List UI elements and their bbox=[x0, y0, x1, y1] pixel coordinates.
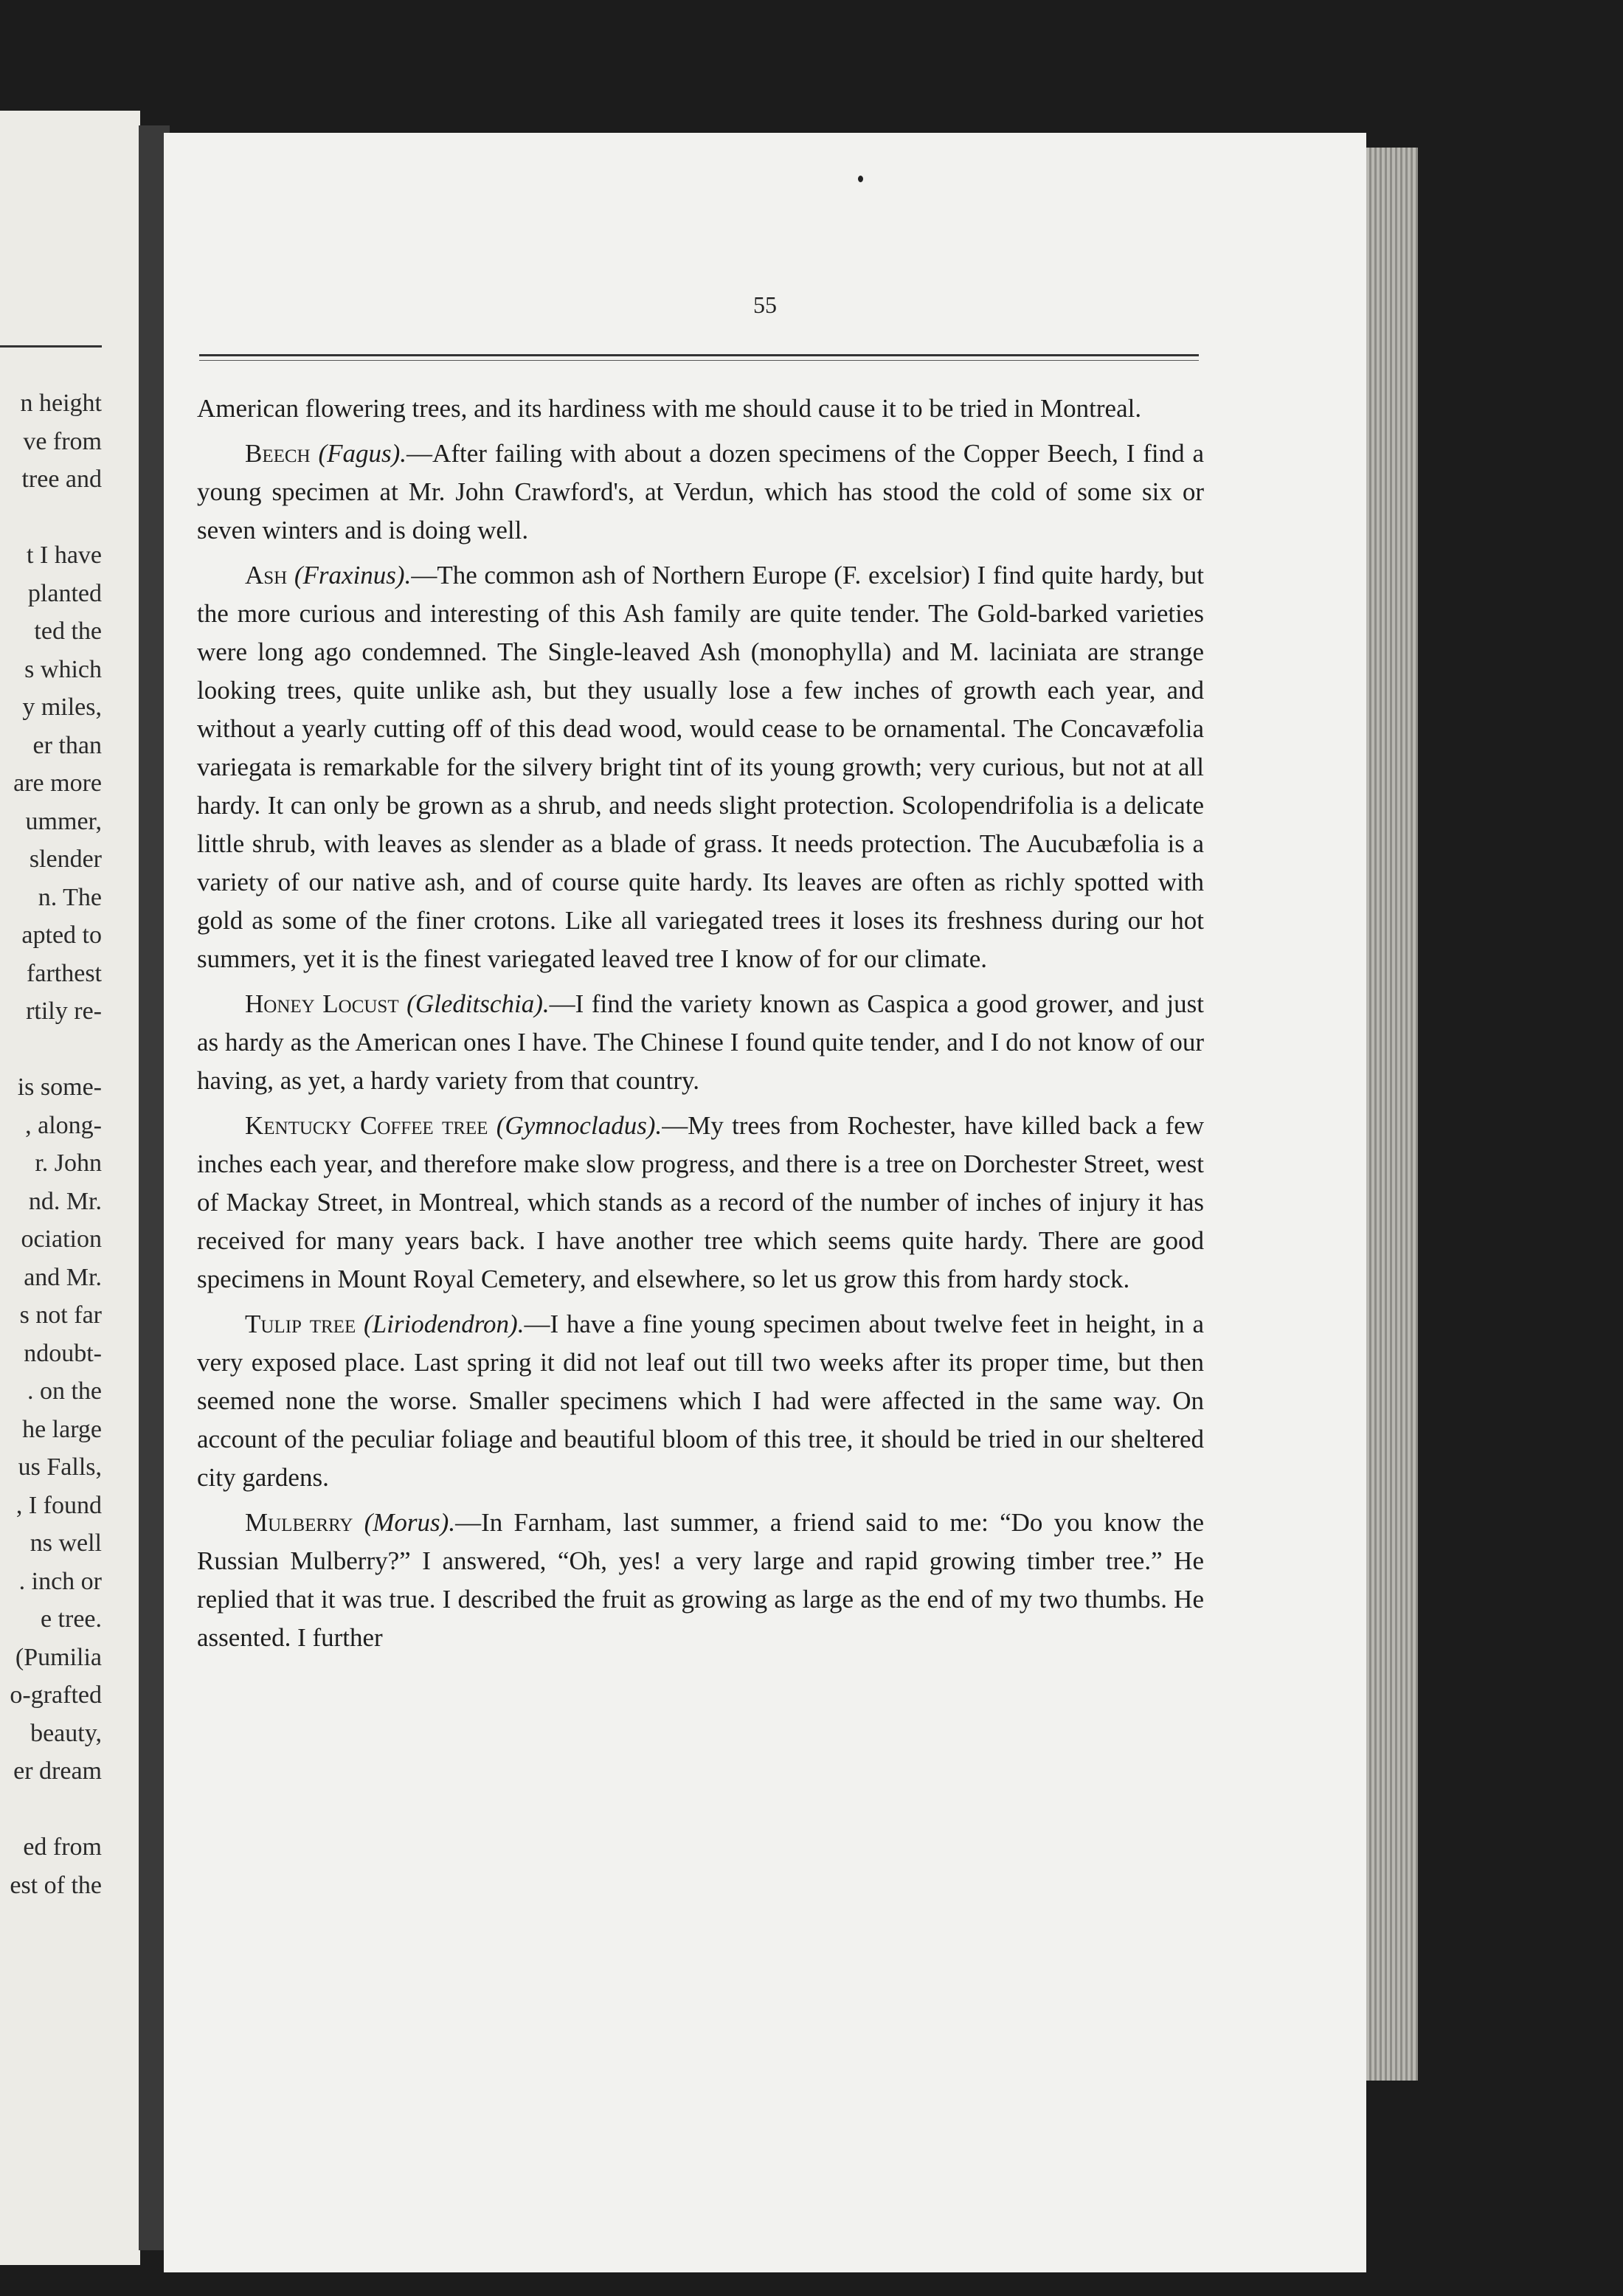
entry-heading: Beech bbox=[245, 439, 311, 468]
facing-page-line: er than bbox=[32, 731, 102, 759]
facing-page-line: apted to bbox=[21, 921, 102, 949]
entry-heading: Tulip tree bbox=[245, 1310, 356, 1338]
entry-latin: (Gymnocladus). bbox=[496, 1111, 662, 1140]
facing-page-line: ndoubt- bbox=[24, 1339, 102, 1367]
ink-speck bbox=[858, 176, 863, 182]
facing-page-line: (Pumilia bbox=[15, 1643, 102, 1671]
page-edges bbox=[1366, 148, 1418, 2081]
facing-page-line: est of the bbox=[10, 1871, 102, 1899]
facing-page-line: slender bbox=[29, 846, 102, 873]
paragraph-text: —In Farnham, last summer, a friend said to me: “Do you know the Russian Mulberry?” I answered, “Oh, yes! a very large and rapid growing timber tree.” He replied that it was true. I described the fruit as growing as large as the end of my two thumbs. He assented. I further bbox=[197, 1508, 1204, 1652]
paragraph-beech bbox=[197, 435, 1204, 550]
paragraph-text: —I have a fine young specimen about twelve feet in height, in a very exposed place. Last spring it did not leaf out till two weeks after its proper time, but then seemed none the worse. Smaller specimens which I had were affected in the same way. On account of the peculiar foliage and beautiful bloom of this tree, it should be tried in our sheltered city gardens. bbox=[197, 1310, 1205, 1492]
facing-page-line: he large bbox=[22, 1415, 102, 1443]
facing-page-line: ns well bbox=[30, 1529, 102, 1557]
page-number: 55 bbox=[753, 291, 777, 318]
paragraph-text: —I find the variety known as Caspica a good grower, and just as hardy as the American ones I have. The Chinese I found quite tender, and I do not know of our having, as yet, a hardy variety from that country. bbox=[197, 989, 1205, 1095]
facing-page-line: n. The bbox=[38, 883, 102, 911]
facing-page bbox=[0, 111, 140, 2265]
facing-page-line: , I found bbox=[15, 1491, 102, 1519]
entry-heading: Ash bbox=[245, 561, 288, 589]
paragraph-text: —My trees from Rochester, have killed back a few inches each year, and therefore make slow progress, and there is a tree on Dorchester Street, west of Mackay Street, in Montreal, which stands as a record of the number of inches of injury it has received for many years back. I have another tree which seems quite hardy. There are good specimens in Mount Royal Cemetery, and elsewhere, so let us grow this from hardy stock. bbox=[197, 1111, 1205, 1293]
entry-heading: Mulberry bbox=[245, 1508, 353, 1537]
facing-page-line: t I have bbox=[27, 542, 102, 569]
facing-page-line: . on the bbox=[27, 1377, 102, 1405]
entry-latin: (Fagus). bbox=[318, 439, 407, 468]
paragraph-text: American flowering trees, and its hardiness with me should cause it to be tried in Montreal. bbox=[197, 394, 1142, 423]
facing-page-line: tree and bbox=[21, 466, 102, 493]
facing-page-line: and Mr. bbox=[24, 1263, 102, 1291]
paragraph-honey-locust bbox=[197, 985, 1204, 1100]
facing-page-line: nd. Mr. bbox=[28, 1187, 102, 1215]
facing-page-line: . inch or bbox=[18, 1567, 102, 1595]
paragraph-ash bbox=[197, 556, 1204, 978]
facing-page-rule bbox=[0, 345, 102, 347]
entry-heading: Kentucky Coffee tree bbox=[245, 1111, 488, 1140]
entry-latin: (Morus). bbox=[364, 1508, 456, 1537]
facing-page-line: y miles, bbox=[22, 694, 102, 721]
facing-page-line: s which bbox=[24, 655, 102, 683]
facing-page-line: s not far bbox=[19, 1301, 102, 1329]
facing-page-line: ummer, bbox=[25, 807, 102, 835]
facing-page-line: are more bbox=[13, 770, 102, 797]
facing-page-line: rtily re- bbox=[26, 997, 102, 1025]
facing-page-line: , along- bbox=[25, 1111, 102, 1139]
facing-page-line: ociation bbox=[21, 1225, 102, 1253]
paragraph-text: —The common ash of Northern Europe (F. excelsior) I find quite hardy, but the more curious and interesting of this Ash family are quite tender. The Gold-barked varieties were long ago condemned. The Single-leaved Ash (monophylla) and M. laciniata are strange looking trees, quite unlike ash, but they usually lose a few inches of growth each year, and without a yearly cutting off of this dead wood, would cease to be ornamental. The Concavæfolia variegata is remarkable for the silvery bright tint of its young growth; very curious, but not at all hardy. It can only be grown as a shrub, and needs slight protection. Scolopendrifolia is a delicate little shrub, with leaves as slender as a blade of grass. It needs protection. The Aucubæfolia is a variety of our native ash, and of course quite hardy. Its leaves are often as richly spotted with gold as some of the finer crotons. Like all variegated trees it loses its freshness during our hot summers, yet it is the finest variegated leaved tree I know of for our climate. bbox=[197, 561, 1204, 973]
facing-page-line: farthest bbox=[27, 959, 102, 987]
book-page bbox=[164, 133, 1366, 2272]
facing-page-line: e tree. bbox=[40, 1605, 102, 1633]
paragraph-mulberry bbox=[197, 1504, 1204, 1657]
paragraph-text: —After failing with about a dozen specimens of the Copper Beech, I find a young specimen at Mr. John Crawford's, at Verdun, which has stood the cold of some six or seven winters and is doing well. bbox=[197, 439, 1204, 544]
facing-page-line: is some- bbox=[17, 1073, 102, 1101]
facing-page-line: r. John bbox=[35, 1149, 102, 1177]
entry-latin: (Gleditschia). bbox=[406, 989, 550, 1018]
facing-page-line: ted the bbox=[34, 618, 102, 645]
facing-page-line: beauty, bbox=[30, 1719, 102, 1747]
entry-heading: Honey Locust bbox=[245, 989, 399, 1018]
facing-page-line: planted bbox=[27, 579, 102, 607]
facing-page-line: n height bbox=[20, 390, 102, 417]
paragraph-tulip-tree bbox=[197, 1305, 1204, 1497]
facing-page-line: o-grafted bbox=[10, 1681, 102, 1709]
facing-page-line: ed from bbox=[23, 1833, 102, 1861]
paragraph-kentucky-coffee-tree bbox=[197, 1107, 1204, 1299]
facing-page-line: us Falls, bbox=[18, 1453, 102, 1481]
facing-page-line: er dream bbox=[13, 1757, 102, 1785]
entry-latin: (Liriodendron). bbox=[364, 1310, 525, 1338]
paragraph-continuation bbox=[197, 390, 1204, 428]
page-body bbox=[197, 390, 1204, 1664]
facing-page-line: ve from bbox=[23, 427, 102, 455]
header-rule bbox=[199, 354, 1199, 361]
entry-latin: (Fraxinus). bbox=[294, 561, 412, 589]
